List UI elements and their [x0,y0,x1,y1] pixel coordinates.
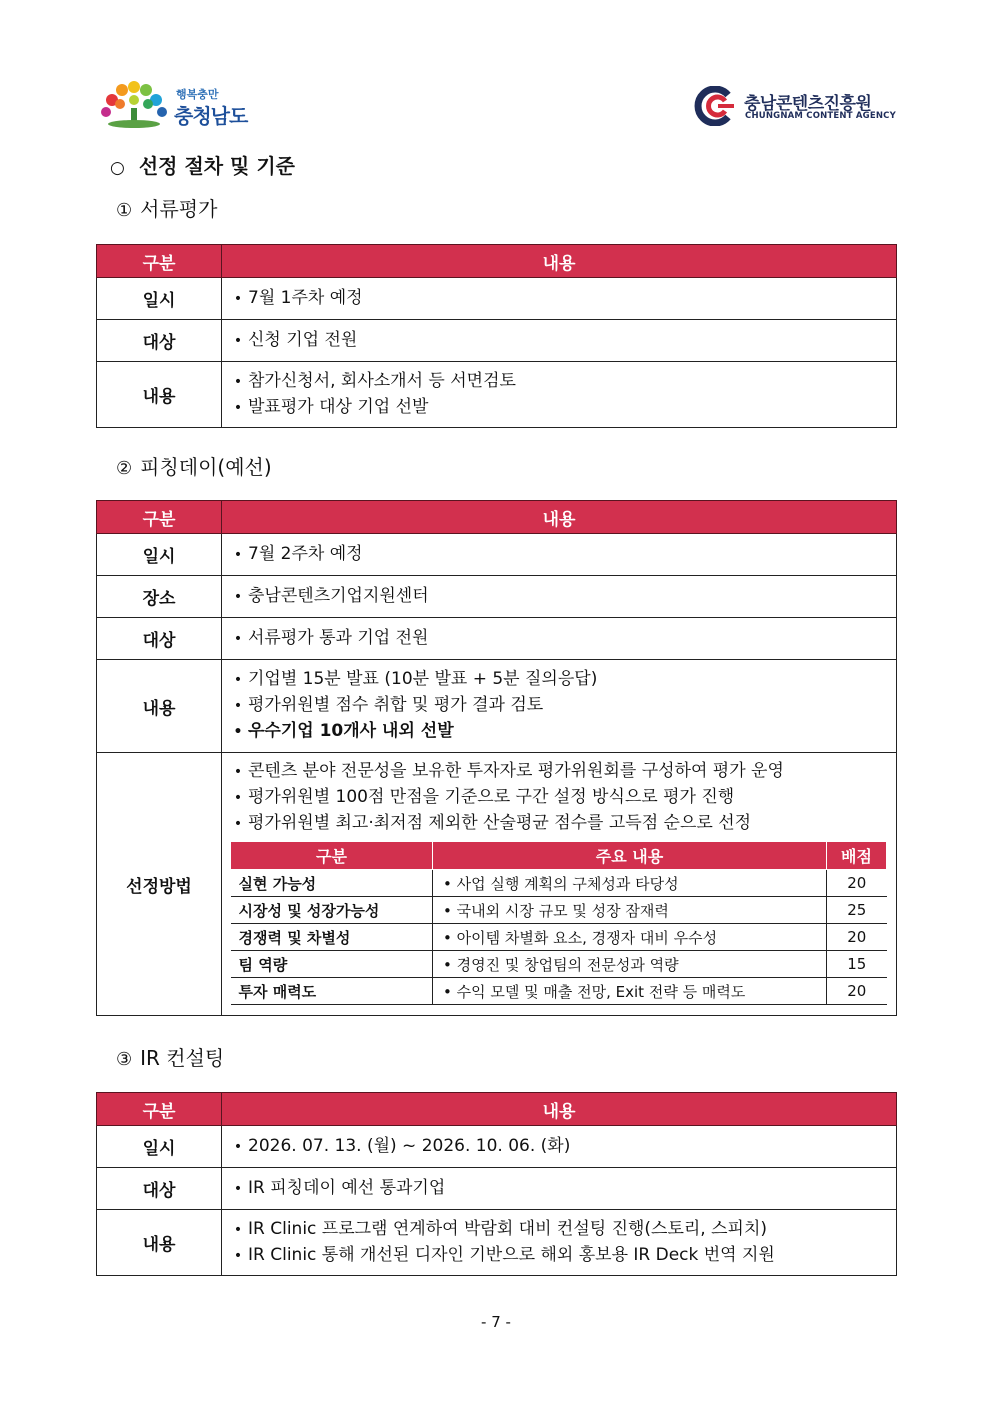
criteria-row: 팀 역량 • 경영진 및 창업팀의 전문성과 역량 15 [231,951,887,978]
header-category: 구분 [97,501,222,534]
province-name: 충청남도 [174,104,248,128]
table-row: 내용 • IR Clinic 프로그램 연계하여 박람회 대비 컨설팅 진행(스토리, 스피치) • IR Clinic 통해 개선된 디자인 기반으로 해외 홍보용 IR Deck 번역 지원 [97,1210,897,1276]
content-agency-logo [692,86,902,126]
table-row: 일시 • 7월 1주차 예정 [97,278,897,320]
chungnam-province-logo [98,80,258,130]
header-content: 내용 [222,245,897,278]
table-row: 일시 • 7월 2주차 예정 [97,534,897,576]
criteria-row: 시장성 및 성장가능성 • 국내외 시장 규모 및 성장 잠재력 25 [231,897,887,924]
table-row: 대상 • 신청 기업 전원 [97,320,897,362]
province-slogan: 행복충만 [176,88,219,101]
doc-review-table [96,244,897,428]
agency-c-logo-icon [692,86,740,126]
subtitle-ir-consulting: ③ IR 컨설팅 [116,1046,225,1070]
criteria-row: 경쟁력 및 차별성 • 아이템 차별화 요소, 경쟁자 대비 우수성 20 [231,924,887,951]
header-content: 내용 [222,501,897,534]
table-row: 내용 • 기업별 15분 발표 (10분 발표 + 5분 질의응답) • 평가위원별 점수 취합 및 평가 결과 검토 • 우수기업 10개사 내외 선발 [97,660,897,753]
section-title-text: 선정 절차 및 기준 [138,154,295,178]
circle-bullet: ○ [110,158,125,178]
ir-consulting-table [96,1092,897,1276]
header-category: 구분 [97,245,222,278]
criteria-row: 실현 가능성 • 사업 실행 계획의 구체성과 타당성 20 [231,870,887,897]
table-row: 대상 • 서류평가 통과 기업 전원 [97,618,897,660]
table-row: 일시 • 2026. 07. 13. (월) ~ 2026. 10. 06. (화) [97,1126,897,1168]
table-row: 내용 • 참가신청서, 회사소개서 등 서면검토 • 발표평가 대상 기업 선발 [97,362,897,428]
header-category: 구분 [97,1093,222,1126]
agency-english-name: CHUNGNAM CONTENT AGENCY [745,111,896,121]
evaluation-criteria-table: 구분 주요 내용 배점 실현 가능성 • 사업 실행 계획의 구체성과 타당성 20 시장성 및 성장가능성 • 국내외 시장 규모 및 성장 잠재력 25 경쟁력 및 차별성 • 아이템 차별화 요소, 경쟁자 대비 우수성 20 팀 역량 • 경영진 및 창업팀의 전문성과 역량 15 투자 매력도 • 수익 모델 및 매출 전망, Exit 전략 등 매력도 20 [230,841,887,1005]
section-title [110,150,295,179]
pitching-table [96,500,897,1016]
flower-logo-icon [98,80,170,130]
page-number: - 7 - [481,1313,511,1331]
agency-korean-name: 충남콘텐츠진흥원 [744,94,872,114]
header-content: 내용 [222,1093,897,1126]
subtitle-doc-review: ① 서류평가 [116,197,218,221]
table-row: 장소 • 충남콘텐츠기업지원센터 [97,576,897,618]
criteria-row: 투자 매력도 • 수익 모델 및 매출 전망, Exit 전략 등 매력도 20 [231,978,887,1005]
selection-method-row: 선정방법 • 콘텐츠 분야 전문성을 보유한 투자자로 평가위원회를 구성하여 평가 운영 • 평가위원별 100점 만점을 기준으로 구간 설정 방식으로 평가 진행 • 평가위원별 최고·최저점 제외한 산술평균 점수를 고득점 순으로 선정 구분 주요 내용 배점 실현 가능성 • 사업 실행 계획의 구체성과 타당성 20 시장성 및 성장가능성 • 국내외 시장 규모 및 성장 잠재력 25 경쟁력 및 차별성 • 아이템 차별화 요소, 경쟁자 대비 우수성 20 팀 역량 • 경영진 및 창업팀의 전문성과 역량 15 투자 매력도 • 수익 모델 및 매출 전망, Exit 전략 등 매력도 20 [97,753,897,1016]
table-row: 대상 • IR 피칭데이 예선 통과기업 [97,1168,897,1210]
subtitle-pitching-day: ② 피칭데이(예선) [116,455,272,479]
